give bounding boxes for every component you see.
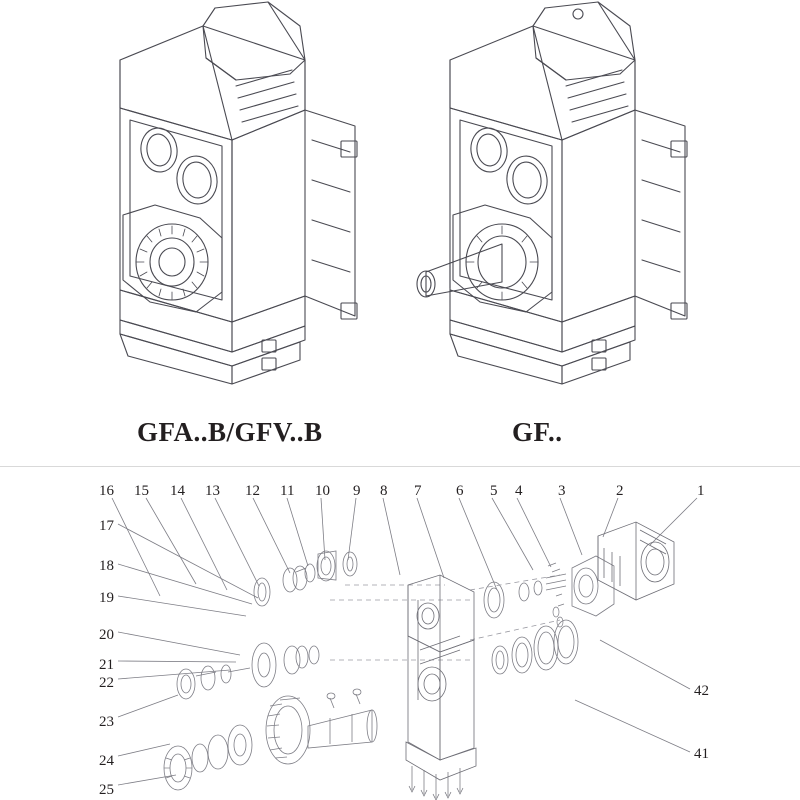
callout-4: 4 [515,483,523,499]
callout-14: 14 [170,483,185,499]
callout-1: 1 [697,483,705,499]
callout-25: 25 [99,782,114,798]
caption-left: GFA..B/GFV..B [137,417,323,447]
callout-22: 22 [99,675,114,691]
callout-23: 23 [99,714,114,730]
callout-16: 16 [99,483,114,499]
callout-2: 2 [616,483,624,499]
callout-21: 21 [99,657,114,673]
callout-42: 42 [694,683,709,699]
callout-12: 12 [245,483,260,499]
callout-19: 19 [99,590,114,606]
callout-3: 3 [558,483,566,499]
callout-24: 24 [99,753,114,769]
callout-20: 20 [99,627,114,643]
callout-10: 10 [315,483,330,499]
callout-5: 5 [490,483,498,499]
callout-6: 6 [456,483,464,499]
callout-18: 18 [99,558,114,574]
callout-17: 17 [99,518,114,534]
callout-13: 13 [205,483,220,499]
callout-8: 8 [380,483,388,499]
callout-7: 7 [414,483,422,499]
callout-41: 41 [694,746,709,762]
callout-11: 11 [280,483,295,499]
callout-9: 9 [353,483,361,499]
callout-15: 15 [134,483,149,499]
caption-right: GF.. [512,417,563,447]
